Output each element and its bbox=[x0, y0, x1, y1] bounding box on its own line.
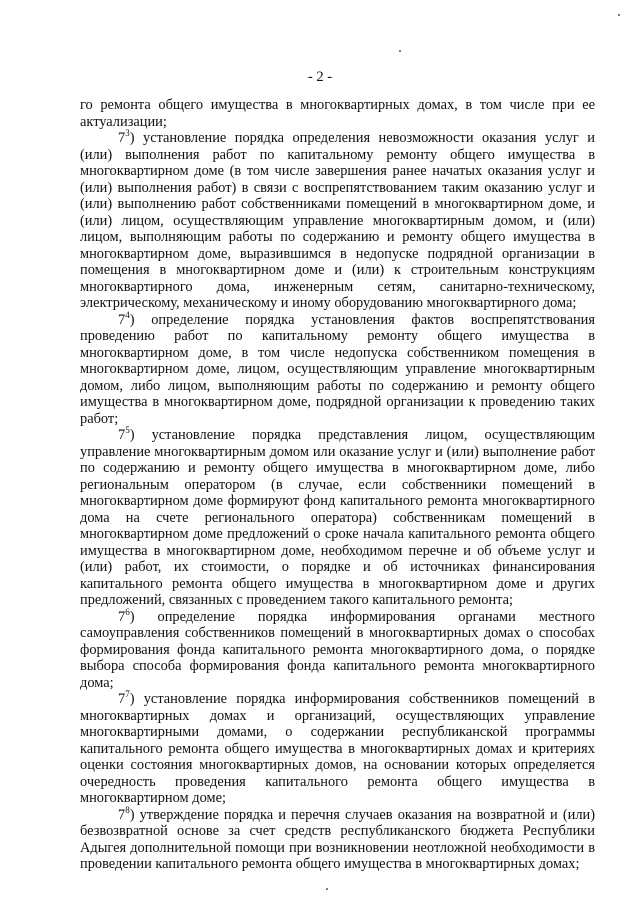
scan-speck bbox=[618, 14, 620, 16]
paragraph-text: го ремонта общего имущества в многоквартирных домах, в том числе при ее актуализации; bbox=[80, 97, 595, 130]
item-marker-superscript: 5 bbox=[125, 425, 130, 436]
item-marker-superscript: 8 bbox=[125, 804, 130, 815]
item-marker: 7 bbox=[118, 806, 126, 823]
paragraph-item-7-8: $7^8$) утверждение порядка и перечня случаев оказания на возвратной и (или) безвозвратной основе за счет средств республиканского бюджета Республики Адыгея дополнительной помощи при возникновении неотложной необходимости в проведении капитального ремонта общего имущества в многоквартирных домах; bbox=[80, 804, 596, 872]
paragraph-item-7-3: $7^3$) установление порядка определения невозможности оказания услуг и (или) выполнения работ по капитальному ремонту общего имущества в многоквартирном доме (в том числе завершения ранее начатых оказания услуг и (или) выполнения работ) в связи с воспрепятствованием таким оказанию услуг и (или) выполнению работ собственниками помещений в многоквартирном доме, и (или) лицом, осуществляющим управление многоквартирным домом, и (или) лицом, выполняющим работы по содержанию и ремонту общего имущества в многоквартирном доме, выразившимся в недопуске подрядной организации в помещения в многоквартирном доме и (или) к строительным конструкциям многоквартирного дома, инженерным сетям, санитарно-техническому, электрическому, механическому и иному оборудованию многоквартирного дома; bbox=[80, 128, 596, 311]
item-marker-superscript: 7 bbox=[125, 689, 130, 700]
paragraph-text: установление порядка информирования собственников помещений в многоквартирных домах и организаций, осуществляющих управление многоквартирными домами, о содержании республиканской программы капитального ремонта общего имущества в многоквартирных домах и критериях оценки состояния многоквартирных домов, на основании которых определяется очередность проведения капитального ремонта общего имущества в многоквартирном доме; bbox=[80, 691, 596, 806]
item-marker-superscript: 4 bbox=[125, 309, 130, 320]
scan-speck bbox=[399, 50, 401, 52]
item-marker: 7 bbox=[118, 427, 126, 443]
paragraph-text: установление порядка представления лицом, осуществляющим управление многоквартирным домом или оказание услуг и (или) выполнение работ по содержанию и ремонту общего имущества в многоквартирном доме, либо региональным оператором (в случае, если собственники помещений в многоквартирном доме формируют фонд капитального ремонта многоквартирного дома на счете регионального оператора) собственникам помещений в многоквартирном доме предложений о сроке начала капитального ремонта общего имущества в многоквартирном доме, необходимом перечне и об объеме услуг и (или) работ, их стоимости, о порядке и об источниках финансирования капитального ремонта общего имущества в многоквартирном доме и других предложений, связанных с проведением такого капитального ремонта; bbox=[80, 427, 596, 608]
paragraph-continuation bbox=[80, 97, 595, 130]
paragraph-text: определение порядка установления фактов воспрепятствования проведению работ по капитальному ремонту общего имущества в многоквартирном доме, в том числе недопуска собственником помещения в многоквартирном доме, лицом, осуществляющим управление многоквартирным домом, либо лицом, выполняющим работы по содержанию и ремонту общего имущества в многоквартирном доме, подрядной организации к проведению таких работ; bbox=[80, 311, 595, 427]
paragraph-text: установление порядка определения невозможности оказания услуг и (или) выполнения работ по капитальному ремонту общего имущества в многоквартирном доме (в том числе завершения ранее начатых оказания услуг и (или) выполнения работ) в связи с воспрепятствованием таким оказанию услуг и (или) выполнению работ собственниками помещений в многоквартирном доме, и (или) лицом, осуществляющим управление многоквартирным домом, и (или) лицом, выполняющим работы по содержанию и ремонту общего имущества в многоквартирном доме, выразившимся в недопуске подрядной организации в помещения в многоквартирном доме и (или) к строительным конструкциям многоквартирного дома, инженерным сетям, санитарно-техническому, электрическому, механическому и иному оборудованию многоквартирного дома; bbox=[80, 130, 596, 311]
document-body bbox=[80, 97, 595, 873]
paragraph-item-7-6: $7^6$) определение порядка информирования органами местного самоуправления собственников помещений в многоквартирных домах о способах формирования фонда капитального ремонта многоквартирного дома, о порядке выбора способа формирования фонда капитального ремонта многоквартирного дома; bbox=[80, 606, 595, 691]
item-marker-superscript: 6 bbox=[125, 606, 130, 617]
paragraph-text: утверждение порядка и перечня случаев оказания на возвратной и (или) безвозвратной основе за счет средств республиканского бюджета Республики Адыгея дополнительной помощи при возникновении неотложной необходимости в проведении капитального ремонта общего имущества в многоквартирных домах; bbox=[80, 806, 596, 872]
page-number: - 2 - bbox=[307, 69, 333, 85]
item-marker-superscript: 3 bbox=[125, 128, 130, 139]
item-marker: 7 bbox=[118, 311, 126, 328]
paragraph-item-7-5: $7^5$) установление порядка представления лицом, осуществляющим управление многоквартирным домом или оказание услуг и (или) выполнение работ по содержанию и ремонту общего имущества в многоквартирном доме, либо региональным оператором (в случае, если собственники помещений в многоквартирном доме формируют фонд капитального ремонта многоквартирного дома на счете регионального оператора) собственникам помещений в многоквартирном доме предложений о сроке начала капитального ремонта общего имущества в многоквартирном доме, необходимом перечне и об объеме услуг и (или) работ, их стоимости, о порядке и об источниках финансирования капитального ремонта общего имущества в многоквартирном доме и других предложений, связанных с проведением такого капитального ремонта; bbox=[80, 425, 596, 608]
paragraph-item-7-4: $7^4$) определение порядка установления фактов воспрепятствования проведению работ по капитальному ремонту общего имущества в многоквартирном доме, в том числе недопуска собственником помещения в многоквартирном доме, лицом, осуществляющим управление многоквартирным домом, либо лицом, выполняющим работы по содержанию и ремонту общего имущества в многоквартирном доме, подрядной организации к проведению таких работ; bbox=[80, 309, 595, 427]
item-marker: 7 bbox=[118, 608, 126, 625]
scan-speck bbox=[326, 888, 328, 890]
item-marker: 7 bbox=[118, 130, 126, 146]
paragraph-item-7-7: $7^7$) установление порядка информирования собственников помещений в многоквартирных домах и организаций, осуществляющих управление многоквартирными домами, о содержании республиканской программы капитального ремонта общего имущества в многоквартирных домах и критериях оценки состояния многоквартирных домов, на основании которых определяется очередность проведения капитального ремонта общего имущества в многоквартирном доме; bbox=[80, 689, 596, 806]
paragraph-text: определение порядка информирования органами местного самоуправления собственников помещений в многоквартирных домах о способах формирования фонда капитального ремонта многоквартирного дома, о порядке выбора способа формирования фонда капитального ремонта многоквартирного дома; bbox=[80, 608, 595, 691]
item-marker: 7 bbox=[118, 691, 126, 707]
